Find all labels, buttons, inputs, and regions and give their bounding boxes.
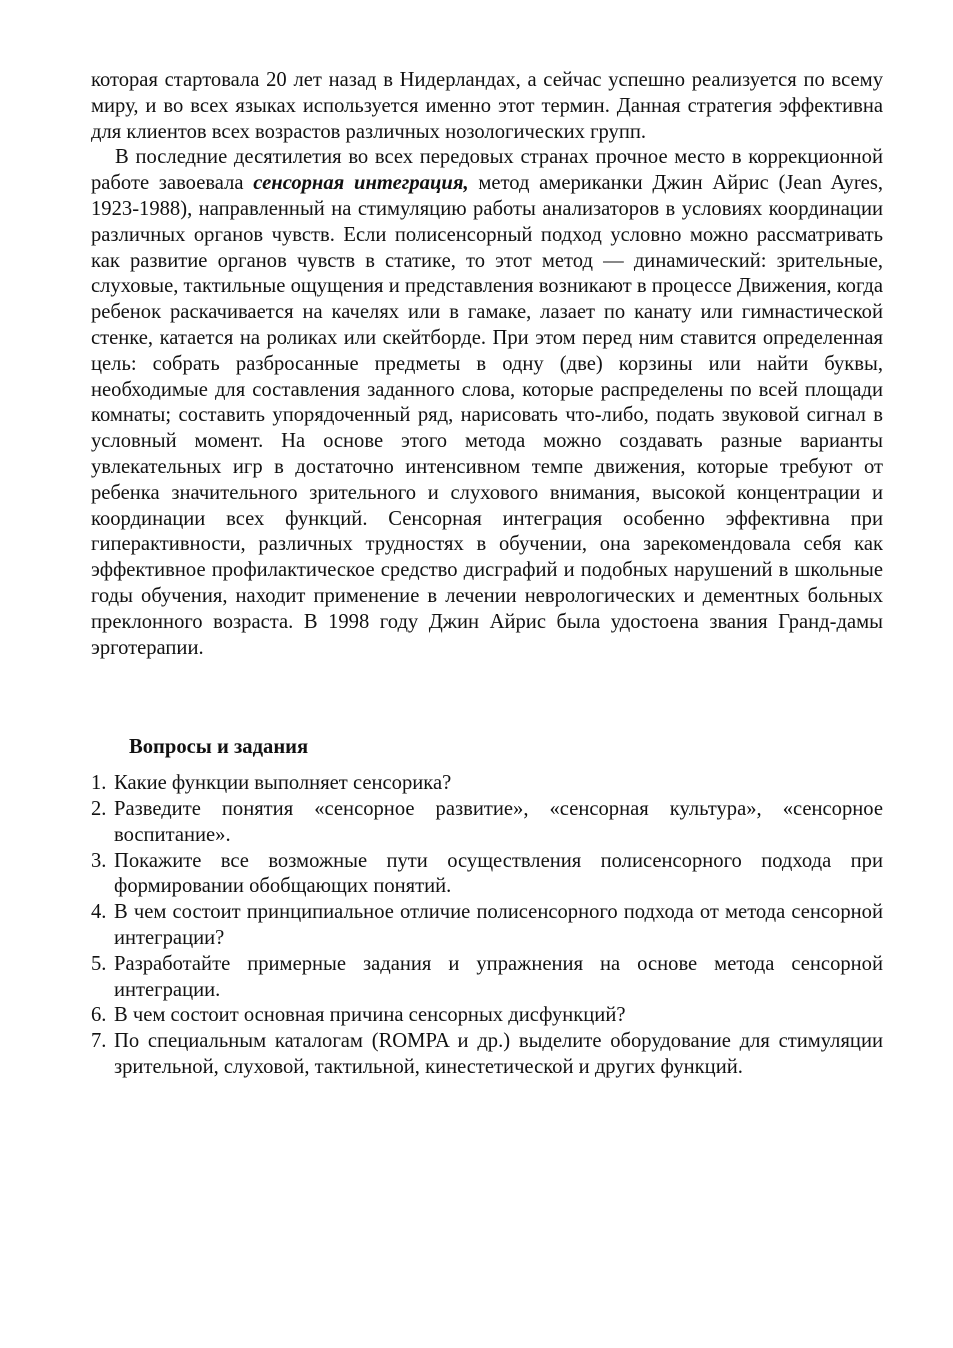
list-item-text: Разведите понятия «сенсорное развитие», «сенсорная культура», «сенсорное воспитание». (114, 797, 883, 846)
list-item-text: В чем состоит основная причина сенсорных дисфункций? (114, 1004, 626, 1027)
paragraph-text-before: В последние десятилетия во всех передовых странах прочное место в коррекционной работе завоевала (91, 146, 883, 195)
list-item-text: Какие функции выполняет сенсорика? (114, 772, 452, 795)
list-item-number: 5. (91, 952, 107, 975)
paragraph-sensory-integration (91, 145, 883, 661)
list-item (91, 952, 883, 1004)
list-item-number: 7. (91, 1030, 107, 1053)
list-item (91, 771, 883, 797)
list-item-number: 3. (91, 849, 107, 872)
paragraph-text-after: метод американки Джин Айрис (Jean Ayres, 1923-1988), направленный на стимуляцию работы анализаторов в условиях координации различных органов чувств. Если полисенсорный подход условно можно рассматривать как развитие органов чувств в статике, то этот метод — динамический: зрительные, слуховые, тактильные ощущения и представления возникают в процессе Движения, когда ребенок раскачивается на качелях или в гамаке, лазает по канату или гимнастической стенке, катается на роликах или скейтборде. При этом перед ним ставится определенная цель: собрать разбросанные предметы в одну (две) корзины или найти буквы, необходимые для составления заданного слова, которые распределены по всей площади комнаты; составить упорядоченный ряд, нарисовать что-либо, подать звуковой сигнал в условный момент. На основе этого метода можно создавать разные варианты увлекательных игр в достаточно интенсивном темпе движения, которые требуют от ребенка значительного зрительного и слухового внимания, высокой концентрации и координации всех функций. Сенсорная интеграция особенно эффективна при гиперактивности, различных трудностях в обучении, она зарекомендовала себя как эффективное профилактическое средство дисграфий и подобных нарушений в школьные годы обучения, находит применение в лечении неврологических и дементных больных преклонного возраста. В 1998 году Джин Айрис была удостоена звания Гранд-дамы эрготерапии. (91, 172, 883, 659)
list-item (91, 900, 883, 952)
section-heading: Вопросы и задания (129, 736, 309, 759)
emphasis-term: сенсорная интеграция, (253, 172, 469, 195)
paragraph-continuation: которая стартовала 20 лет назад в Нидерландах, а сейчас успешно реализуется по всему миру, и во всех языках используется именно этот термин. Данная стратегия эффективна для клиентов всех возрастов различных нозологических групп. (91, 69, 883, 143)
list-item-number: 2. (91, 797, 107, 820)
list-item (91, 797, 883, 849)
list-item-number: 4. (91, 901, 107, 924)
list-item (91, 849, 883, 901)
list-item-number: 6. (91, 1004, 107, 1027)
document-page (91, 68, 883, 1081)
list-item-number: 1. (91, 772, 107, 795)
list-item-text: В чем состоит принципиальное отличие полисенсорного подхода от метода сенсорной интеграции? (114, 901, 883, 949)
questions-list (91, 771, 883, 1081)
list-item-text: Покажите все возможные пути осуществления полисенсорного подхода при формировании обобщающих понятий. (114, 849, 883, 898)
list-item (91, 1003, 883, 1029)
list-item (91, 1029, 883, 1081)
list-item-text: Разработайте примерные задания и упражнения на основе метода сенсорной интеграции. (114, 952, 883, 1001)
list-item-text: По специальным каталогам (ROMPA и др.) выделите оборудование для стимуляции зрительной, слуховой, тактильной, кинестетической и других функций. (114, 1030, 883, 1078)
